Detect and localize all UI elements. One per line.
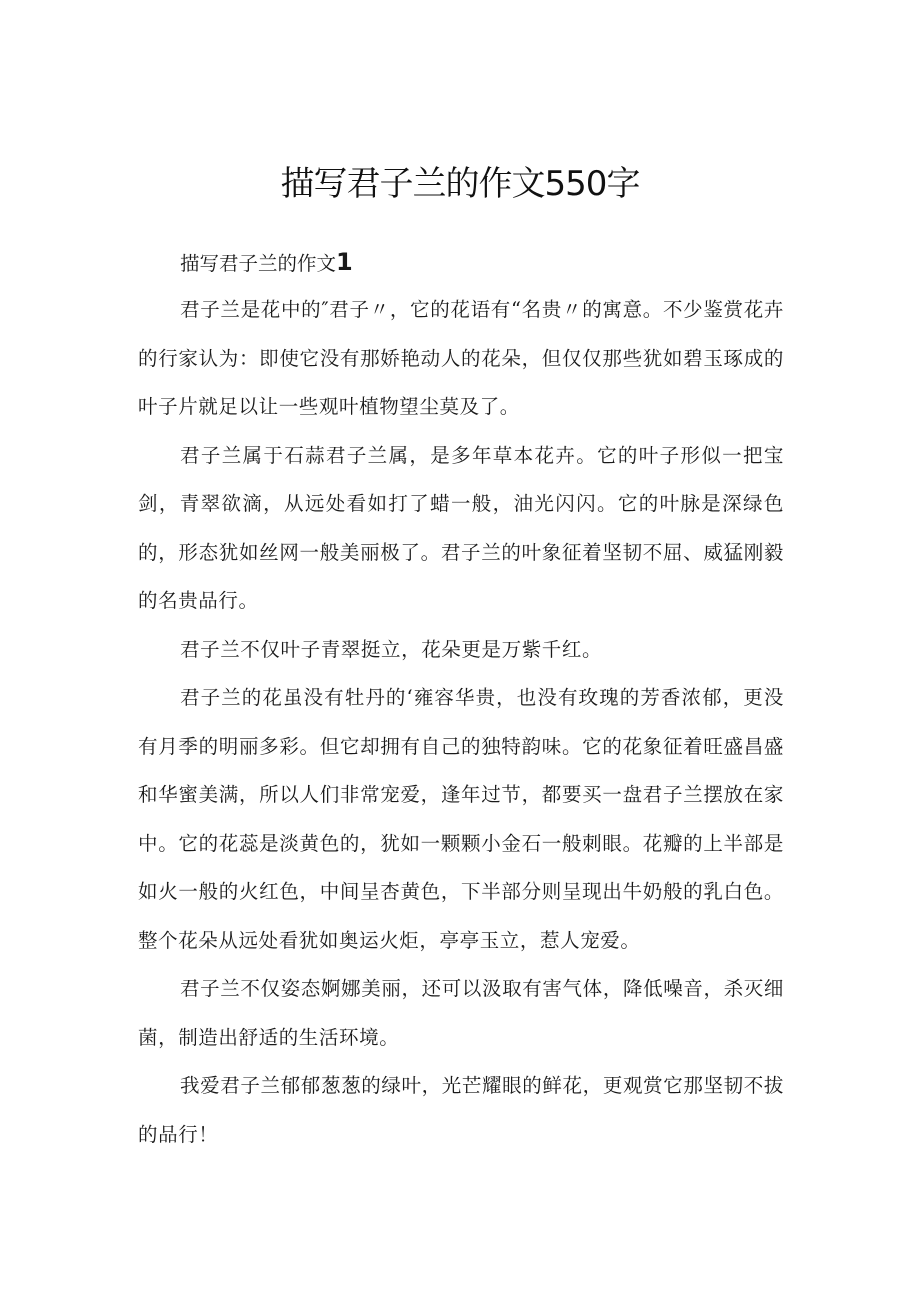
paragraph-1: 君子兰是花中的″君子〃，它的花语有“名贵〃的寓意。不少鉴赏花卉的行家认为：即使它没有那娇艳动人的花朵，但仅仅那些犹如碧玉琢成的叶子片就足以让一些观叶植物望尘莫及了。 — [138, 298, 784, 418]
paragraph-5: 君子兰不仅姿态婀娜美丽，还可以汲取有害气体，降低噪音，杀灭细菌，制造出舒适的生活环境。 — [138, 977, 784, 1049]
section-heading — [138, 238, 784, 286]
paragraph-4: 君子兰的花虽没有牡丹的‘雍容华贵，也没有玫瑰的芳香浓郁，更没有月季的明丽多彩。但它却拥有自己的独特韵味。它的花象征着旺盛昌盛和华蜜美满，所以人们非常宠爱，逢年过节，都要买一盘君子兰摆放在家中。它的花蕊是淡黄色的，犹如一颗颗小金石一般刺眼。花瓣的上半部是如火一般的火红色，中间呈杏黄色，下半部分则呈现出牛奶般的乳白色。整个花朵从远处看犹如奥运火炬，亭亭玉立，惹人宠爱。 — [138, 686, 784, 952]
document-title: 描写君子兰的作文550字 — [280, 164, 640, 204]
paragraph-6: 我爱君子兰郁郁葱葱的绿叶，光芒耀眼的鲜花，更观赏它那坚韧不拔的品行！ — [138, 1074, 784, 1146]
paragraph-2: 君子兰属于石蒜君子兰属，是多年草本花卉。它的叶子形似一把宝剑，青翠欲滴，从远处看如打了蜡一般，油光闪闪。它的叶脉是深绿色的，形态犹如丝网一般美丽极了。君子兰的叶象征着坚韧不屈、威猛刚毅的名贵品行。 — [138, 443, 784, 612]
paragraph-3: 君子兰不仅叶子青翠挺立，花朵更是万紫千红。 — [180, 637, 603, 661]
document-body — [138, 238, 784, 1159]
section-heading-number: 1 — [336, 248, 353, 276]
section-heading-text: 描写君子兰的作文 — [180, 252, 337, 275]
